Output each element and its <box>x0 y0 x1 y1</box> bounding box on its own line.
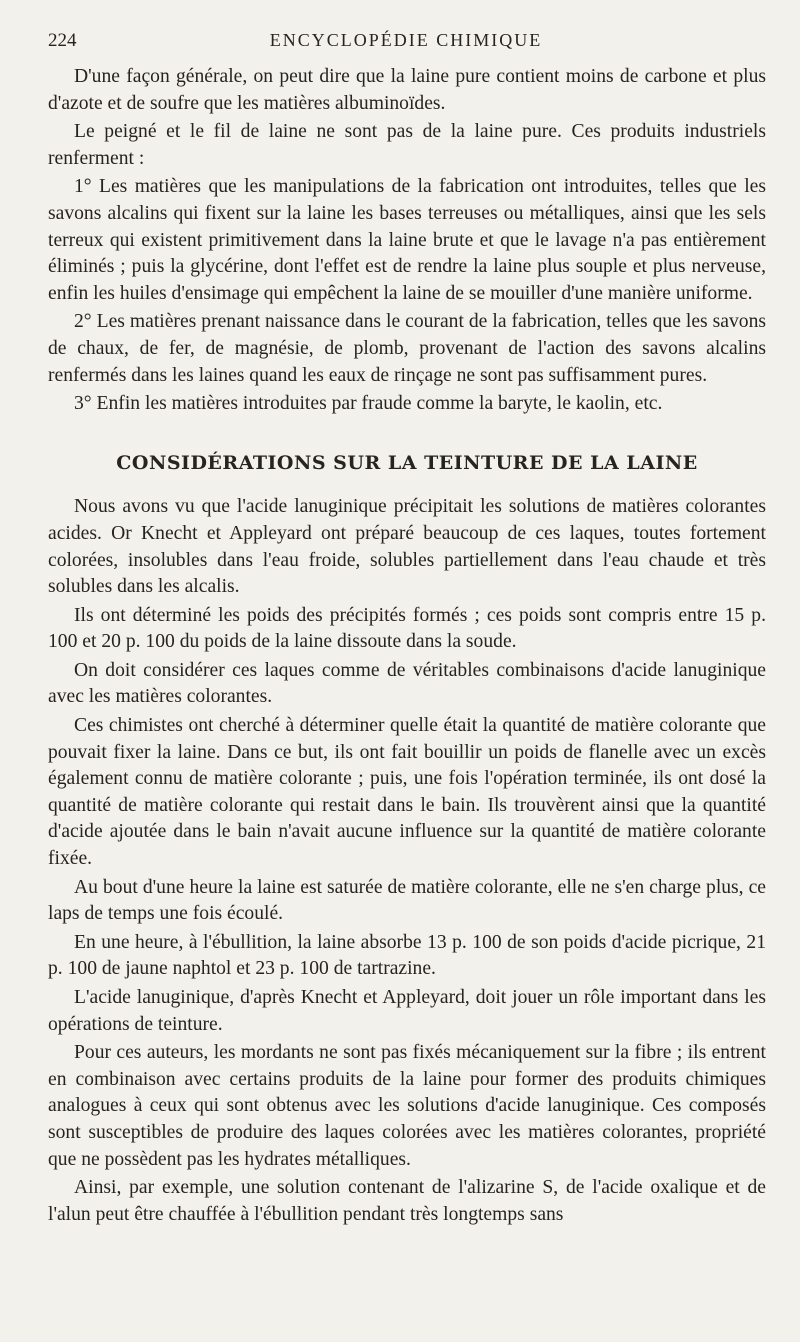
section-heading: CONSIDÉRATIONS SUR LA TEINTURE DE LA LAINE <box>116 451 698 474</box>
running-title: ENCYCLOPÉDIE CHIMIQUE <box>269 30 543 50</box>
paragraph: Au bout d'une heure la laine est saturée de matière colorante, elle ne s'en charge plus, ce laps de temps une fois écoulé. <box>48 876 766 925</box>
paragraph: Nous avons vu que l'acide lanuginique précipitait les solutions de matières colorantes acides. Or Knecht et Appleyard ont préparé beaucoup de ces laques, toutes fortement colorées, insolubles dans l'eau froide, solubles partiellement dans l'eau chaude et très solubles dans les alcalis. <box>48 496 766 598</box>
paragraph: En une heure, à l'ébullition, la laine absorbe 13 p. 100 de son poids d'acide picrique, 21 p. 100 de jaune naphtol et 23 p. 100 de tartrazine. <box>48 931 766 980</box>
paragraph: Le peigné et le fil de laine ne sont pas de la laine pure. Ces produits industriels renferment : <box>48 121 766 169</box>
paragraph: D'une façon générale, on peut dire que la laine pure contient moins de carbone et plus d'azote et de soufre que les matières albuminoïdes. <box>48 66 766 114</box>
page-header <box>48 30 764 56</box>
paragraph: Ainsi, par exemple, une solution contenant de l'alizarine S, de l'acide oxalique et de l'alun peut être chauffée à l'ébullition pendant très longtemps sans <box>48 1177 766 1225</box>
paragraph: 1° Les matières que les manipulations de la fabrication ont introduites, telles que les savons alcalins qui fixent sur la laine les bases terreuses ou métalliques, ainsi que les sels terreux qui existent primitivement dans la laine brute et que le lavage n'a pas entièrement éliminés ; puis la glycérine, dont l'effet est de rendre la laine plus souple et plus nerveuse, enfin les huiles d'ensimage qui empêchent la laine de se mouiller d'une manière uniforme. <box>48 176 766 304</box>
page-body <box>48 64 766 1230</box>
paragraph: Pour ces auteurs, les mordants ne sont pas fixés mécaniquement sur la fibre ; ils entrent en combinaison avec certains produits de la laine pour former des produits chimiques analogues à ceux qui sont obtenus avec les solutions d'acide lanuginique. Ces composés sont susceptibles de produire des laques colorées avec les matières colorantes, propriété que ne possèdent pas les hydrates métalliques. <box>48 1042 766 1170</box>
paragraph: On doit considérer ces laques comme de véritables combinaisons d'acide lanuginique avec les matières colorantes. <box>48 659 766 708</box>
page-number: 224 <box>48 30 77 51</box>
paragraph: Ils ont déterminé les poids des précipités formés ; ces poids sont compris entre 15 p. 100 et 20 p. 100 du poids de la laine dissoute dans la soude. <box>48 604 766 653</box>
paragraph: Ces chimistes ont cherché à déterminer quelle était la quantité de matière colorante que pouvait fixer la laine. Dans ce but, ils ont fait bouillir un poids de flanelle avec un excès également connu de matière colorante ; puis, une fois l'opération terminée, ils ont dosé la quantité de matière colorante qui restait dans le bain. Ils trouvèrent ainsi que la quantité d'acide ajoutée dans le bain n'avait aucune influence sur la quantité de matière colorante fixée. <box>48 715 766 870</box>
paragraph: 2° Les matières prenant naissance dans le courant de la fabrication, telles que les savons de chaux, de fer, de magnésie, de plomb, provenant de l'action des savons alcalins renfermés dans les laines quand les eaux de rinçage ne sont pas suffisamment pures. <box>48 311 766 386</box>
paragraph: L'acide lanuginique, d'après Knecht et Appleyard, doit jouer un rôle important dans les opérations de teinture. <box>48 987 766 1035</box>
paragraph: 3° Enfin les matières introduites par fraude comme la baryte, le kaolin, etc. <box>74 393 663 415</box>
